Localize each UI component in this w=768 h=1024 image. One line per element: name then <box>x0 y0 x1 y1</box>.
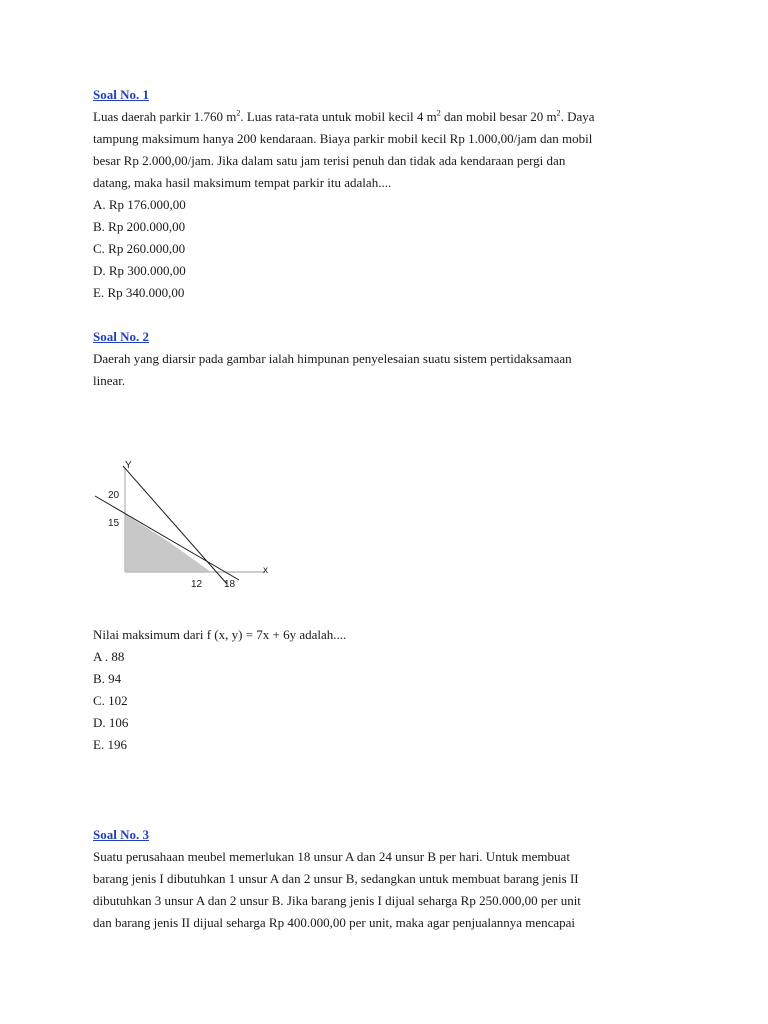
x-tick-12: 12 <box>191 579 203 590</box>
question-1-heading[interactable]: Soal No. 1 <box>93 87 149 102</box>
question-1-line-4: datang, maka hasil maksimum tempat parkir itu adalah.... <box>93 175 392 190</box>
question-2-option-c: C. 102 <box>93 693 128 708</box>
question-3-line-3: dibutuhkan 3 unsur A dan 2 unsur B. Jika barang jenis I dijual seharga Rp 250.000,00 per unit <box>93 893 581 908</box>
question-2-line-1: Daerah yang diarsir pada gambar ialah himpunan penyelesaian suatu sistem pertidaksamaan <box>93 351 572 366</box>
question-2 <box>93 326 623 392</box>
y-tick-20: 20 <box>108 490 120 501</box>
y-axis-label: Y <box>125 460 132 471</box>
question-2-question: Nilai maksimum dari f (x, y) = 7x + 6y adalah.... <box>93 627 347 642</box>
feasible-region-graph <box>93 456 283 601</box>
question-1 <box>93 84 623 304</box>
question-2-option-b: B. 94 <box>93 671 122 686</box>
question-2-option-e: E. 196 <box>93 737 127 752</box>
question-3-line-1: Suatu perusahaan meubel memerlukan 18 unsur A dan 24 unsur B per hari. Untuk membuat <box>93 849 570 864</box>
question-3-line-4: dan barang jenis II dijual seharga Rp 400.000,00 per unit, maka agar penjualannya mencapai <box>93 915 576 930</box>
question-1-option-c: C. Rp 260.000,00 <box>93 241 186 256</box>
question-1-option-d: D. Rp 300.000,00 <box>93 263 186 278</box>
question-1-option-a: A. Rp 176.000,00 <box>93 197 186 212</box>
shaded-region <box>125 514 211 572</box>
question-3-heading[interactable]: Soal No. 3 <box>93 827 149 842</box>
question-2-option-d: D. 106 <box>93 715 129 730</box>
x-tick-18: 18 <box>224 579 236 590</box>
graph-svg <box>93 456 283 596</box>
question-2-heading[interactable]: Soal No. 2 <box>93 329 149 344</box>
question-1-line-2: tampung maksimum hanya 200 kendaraan. Biaya parkir mobil kecil Rp 1.000,00/jam dan mobil <box>93 131 593 146</box>
question-2-prompt <box>93 624 623 756</box>
question-2-option-a: A . 88 <box>93 649 125 664</box>
document-page <box>93 84 623 930</box>
question-1-line-3: besar Rp 2.000,00/jam. Jika dalam satu jam terisi penuh dan tidak ada kendaraan pergi dan <box>93 153 566 168</box>
question-3 <box>93 824 623 934</box>
y-tick-15: 15 <box>108 518 120 529</box>
question-1-option-e: E. Rp 340.000,00 <box>93 285 185 300</box>
question-1-option-b: B. Rp 200.000,00 <box>93 219 186 234</box>
question-2-line-2: linear. <box>93 373 126 388</box>
x-axis-label: x <box>263 565 268 576</box>
question-1-line-1: Luas daerah parkir 1.760 $m^2$. Luas rata-rata untuk mobil kecil 4 $m^2$ dan mobil besar 20 $m^2$. Daya <box>93 108 595 124</box>
question-3-line-2: barang jenis I dibutuhkan 1 unsur A dan 2 unsur B, sedangkan untuk membuat barang jenis II <box>93 871 579 886</box>
